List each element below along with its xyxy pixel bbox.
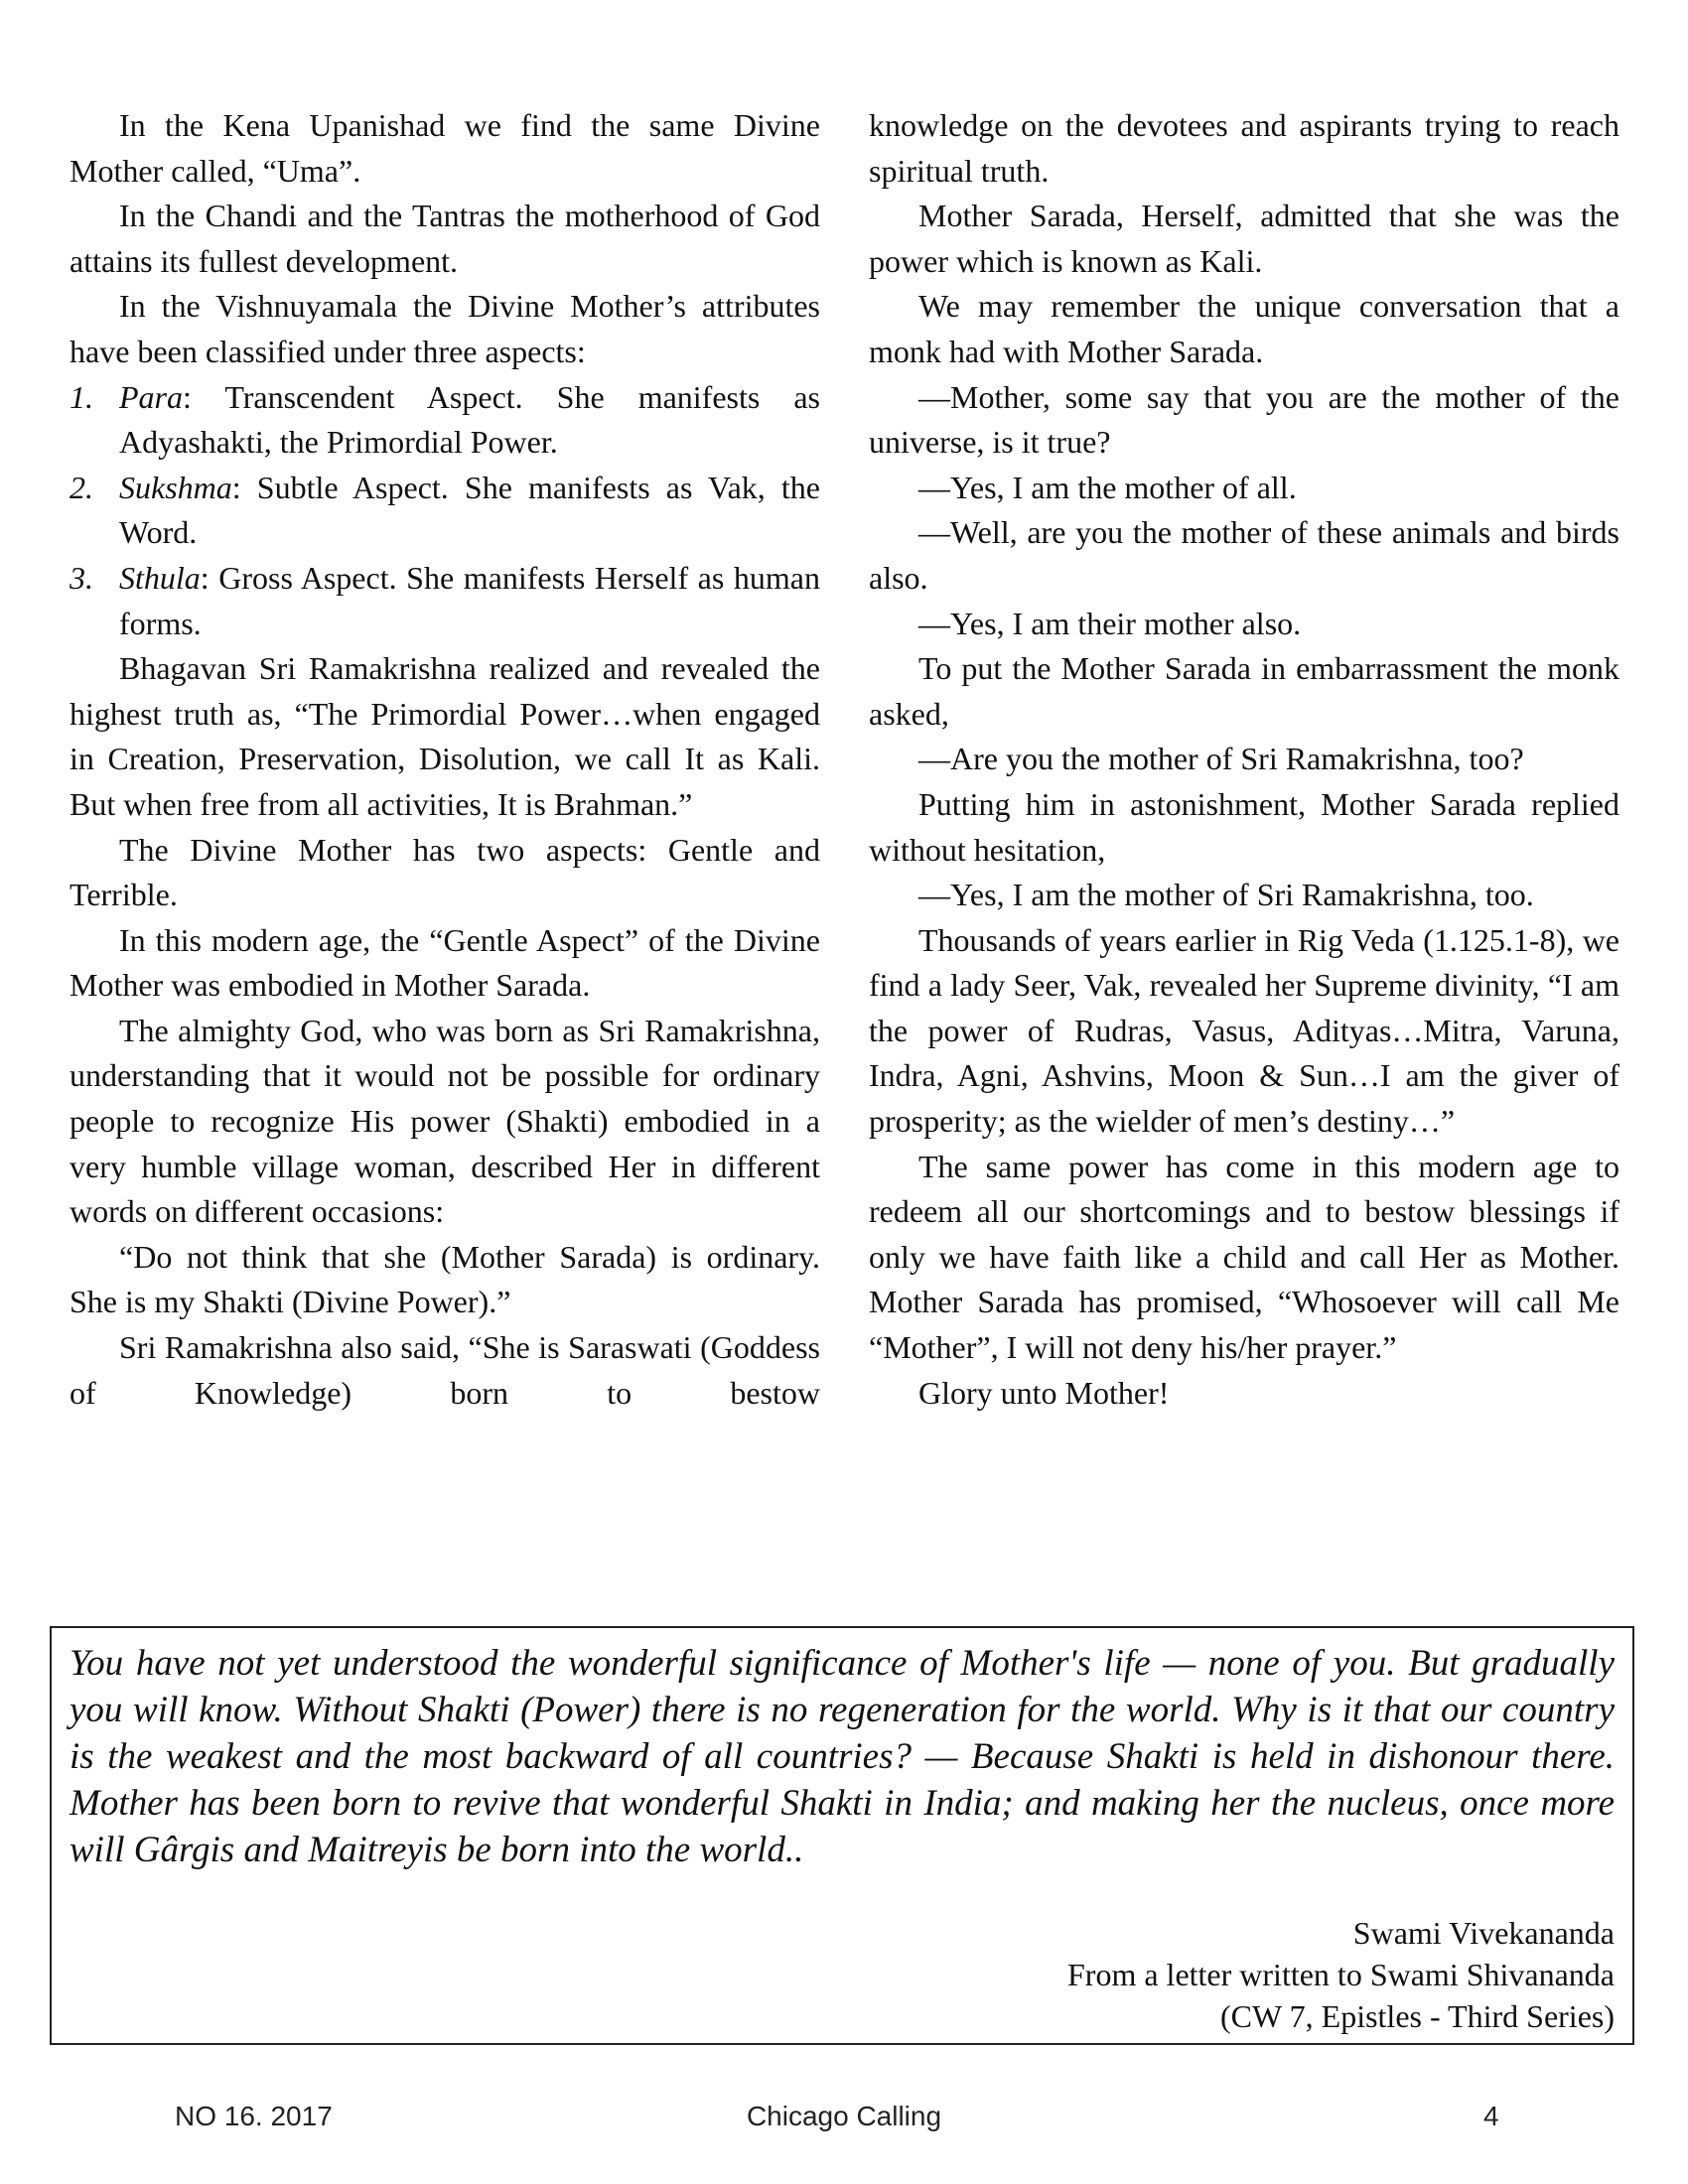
- paragraph: Thousands of years earlier in Rig Veda (1.125.1-8), we find a lady Seer, Vak, revealed her Supreme divinity, “I am the power of Rudras, Vasus, Adityas…Mitra, Varuna, Indra, Agni, Ashvins, Moon & Sun…I am the giver of prosperity; as the wielder of men’s destiny…”: [869, 921, 1619, 1140]
- paragraph: —Yes, I am the mother of Sri Ramakrishna, too.: [918, 877, 1534, 913]
- list-item: [70, 556, 820, 646]
- right-column: [869, 103, 1619, 1416]
- list-item: [70, 466, 820, 556]
- list-term: Para: [119, 378, 183, 415]
- paragraph: In the Kena Upanishad we find the same Divine Mother called, “Uma”.: [70, 107, 820, 189]
- paragraph: Mother Sarada, Herself, admitted that she was the power which is known as Kali.: [869, 198, 1619, 279]
- paragraph: In the Chandi and the Tantras the motherhood of God attains its fullest development.: [70, 198, 820, 279]
- quote-attribution: [1067, 1912, 1615, 2037]
- paragraph: Glory unto Mother!: [918, 1374, 1170, 1411]
- quote-source: From a letter written to Swami Shivananda: [1067, 1957, 1615, 1992]
- paragraph: In this modern age, the “Gentle Aspect” of the Divine Mother was embodied in Mother Sarada.: [70, 921, 820, 1004]
- list-term: Sthula: [119, 559, 201, 596]
- quote-box: [50, 1626, 1634, 2045]
- paragraph: The Divine Mother has two aspects: Gentle and Terrible.: [70, 831, 820, 913]
- list-number: 3.: [70, 559, 93, 596]
- footer-page-number: 4: [1483, 2101, 1499, 2131]
- list-text: : Gross Aspect. She manifests Herself as human forms.: [119, 559, 820, 641]
- footer-title: Chicago Calling: [746, 2101, 942, 2131]
- paragraph: Sri Ramakrishna also said, “She is Saraswati (Goddess of Knowledge) born to bestow: [70, 1329, 820, 1411]
- paragraph: knowledge on the devotees and aspirants trying to reach spiritual truth.: [869, 107, 1619, 189]
- paragraph: To put the Mother Sarada in embarrassment the monk asked,: [869, 650, 1619, 732]
- paragraph: Putting him in astonishment, Mother Sarada replied without hesitation,: [869, 785, 1619, 868]
- paragraph: The almighty God, who was born as Sri Ramakrishna, understanding that it would not be possible for ordinary people to recognize His power (Shakti) embodied in a very humble village woman, described Her in different words on different occasions:: [70, 1012, 820, 1230]
- paragraph: In the Vishnuyamala the Divine Mother’s attributes have been classified under three aspects:: [70, 288, 820, 369]
- list-text: : Transcendent Aspect. She manifests as Adyashakti, the Primordial Power.: [119, 378, 820, 461]
- paragraph: —Yes, I am their mother also.: [918, 605, 1302, 641]
- list-number: 2.: [70, 469, 93, 505]
- paragraph: —Mother, some say that you are the mother of the universe, is it true?: [869, 378, 1619, 461]
- paragraph: We may remember the unique conversation that a monk had with Mother Sarada.: [869, 288, 1619, 369]
- quote-text: You have not yet understood the wonderful significance of Mother's life — none of you. But gradually you will know. Without Shakti (Power) there is no regeneration for the world. Why is it that our country is the weakest and the most backward of all countries? — Because Shakti is held in dishonour there. Mother has been born to revive that wonderful Shakti in India; and making her the nucleus, once more will Gârgis and Maitreyis be born into the world..: [70, 1643, 1615, 1870]
- list-term: Sukshma: [119, 469, 232, 505]
- paragraph: Bhagavan Sri Ramakrishna realized and revealed the highest truth as, “The Primordial Power…when engaged in Creation, Preservation, Disolution, we call It as Kali. But when free from all activities, It is Brahman.”: [70, 650, 820, 822]
- paragraph: —Yes, I am the mother of all.: [918, 469, 1297, 505]
- quote-author: Swami Vivekananda: [1352, 1915, 1615, 1951]
- paragraph: —Well, are you the mother of these animals and birds also.: [869, 514, 1619, 596]
- list-text: : Subtle Aspect. She manifests as Vak, the Word.: [119, 469, 820, 551]
- left-column: [70, 103, 820, 1416]
- list-item: [70, 375, 820, 466]
- list-number: 1.: [70, 378, 93, 415]
- paragraph: The same power has come in this modern age to redeem all our shortcomings and to bestow blessings if only we have faith like a child and call Her as Mother. Mother Sarada has promised, “Whosoever will call Me “Mother”, I will not deny his/her prayer.”: [869, 1148, 1619, 1366]
- paragraph: —Are you the mother of Sri Ramakrishna, too?: [918, 741, 1524, 777]
- footer-issue: NO 16. 2017: [175, 2101, 333, 2131]
- paragraph: “Do not think that she (Mother Sarada) is ordinary. She is my Shakti (Divine Power).”: [70, 1238, 820, 1320]
- quote-citation: (CW 7, Epistles - Third Series): [1220, 1998, 1615, 2034]
